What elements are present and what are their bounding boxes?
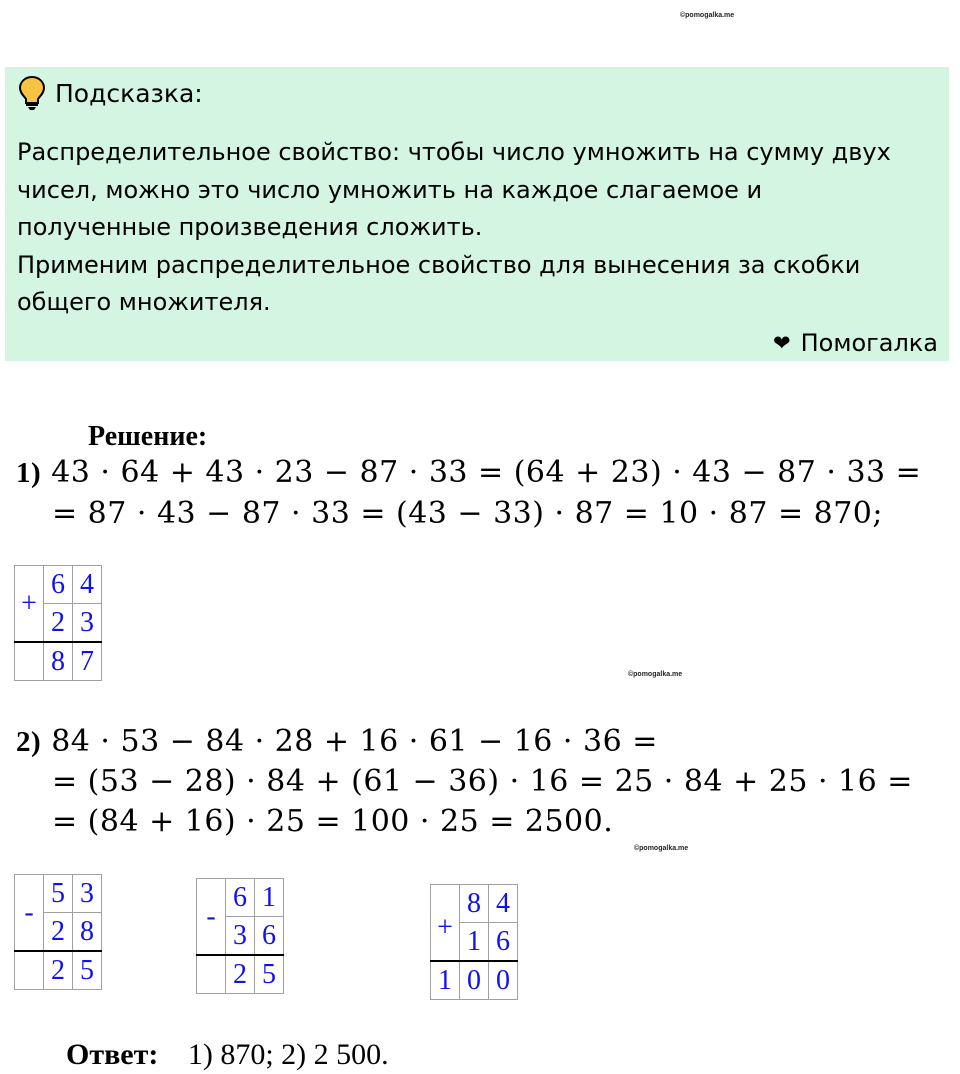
digit: 0 — [460, 961, 489, 1000]
digit: 4 — [489, 885, 518, 923]
digit: 6 — [44, 566, 73, 604]
hint-line: Распределительное свойство: чтобы число умножить на сумму двух — [17, 138, 891, 166]
digit: 8 — [44, 642, 73, 681]
minus-sign: - — [197, 879, 226, 956]
digit: 5 — [255, 955, 284, 994]
part1-line1 — [16, 455, 921, 490]
brand-label — [773, 326, 938, 360]
watermark-middle: ©pomogalka.me — [628, 671, 683, 678]
part2-expr-2: = (53 − 28) · 84 + (61 − 36) · 16 = 25 · 84 + 25 · 16 = — [52, 764, 913, 799]
digit: 4 — [73, 566, 102, 604]
digit: 1 — [460, 923, 489, 962]
column-calc-1 — [14, 565, 102, 681]
part2-expr-1: 84 · 53 − 84 · 28 + 16 · 61 − 16 · 36 = — [51, 724, 658, 759]
digit: 5 — [73, 951, 102, 990]
hint-line: чисел, можно это число умножить на каждое слагаемое и — [17, 175, 763, 204]
part1-label: 1) — [16, 457, 42, 489]
digit: 2 — [44, 913, 73, 952]
column-calc-3 — [196, 878, 284, 994]
column-calc-4 — [430, 884, 518, 1000]
answer-label: Ответ: — [66, 1038, 159, 1071]
minus-sign: - — [15, 875, 44, 952]
brand-text: Помогалка — [800, 329, 938, 357]
digit: 0 — [489, 961, 518, 1000]
watermark-lower: ©pomogalka.me — [634, 845, 689, 852]
hint-body — [17, 134, 937, 322]
digit: 1 — [431, 961, 460, 1000]
lightbulb-icon — [17, 75, 47, 111]
part2-line2 — [52, 764, 913, 799]
digit: 2 — [44, 604, 73, 643]
empty-cell — [197, 955, 226, 994]
digit: 6 — [489, 923, 518, 962]
digit: 8 — [73, 913, 102, 952]
digit: 7 — [73, 642, 102, 681]
digit: 2 — [226, 955, 255, 994]
column-calc-2 — [14, 874, 102, 990]
digit: 6 — [255, 917, 284, 956]
part1-expr-1: 43 · 64 + 43 · 23 − 87 · 33 = (64 + 23) · 43 − 87 · 33 = — [51, 455, 922, 490]
plus-sign: + — [431, 923, 460, 962]
part2-expr-3: = (84 + 16) · 25 = 100 · 25 = 2500. — [52, 804, 614, 839]
digit: 1 — [255, 879, 284, 917]
hint-title — [17, 76, 203, 110]
digit: 3 — [73, 875, 102, 913]
digit: 3 — [73, 604, 102, 643]
part2-line1 — [16, 724, 658, 759]
watermark-top: ©pomogalka.me — [680, 12, 735, 19]
part1-line2 — [52, 496, 883, 531]
digit: 6 — [226, 879, 255, 917]
digit: 8 — [460, 885, 489, 923]
digit: 2 — [44, 951, 73, 990]
empty-cell — [15, 951, 44, 990]
hint-line: Применим распределительное свойство для вынесения за скобки — [17, 250, 861, 279]
empty-cell — [15, 642, 44, 681]
digit: 5 — [44, 875, 73, 913]
hint-line: общего множителя. — [17, 288, 271, 316]
answer-text: 1) 870; 2) 2 500. — [187, 1038, 389, 1071]
digit: 3 — [226, 917, 255, 956]
hint-line: полученные произведения сложить. — [17, 213, 483, 241]
solution-title: Решение: — [88, 421, 208, 452]
part1-expr-2: = 87 · 43 − 87 · 33 = (43 − 33) · 87 = 10 · 87 = 870; — [52, 496, 883, 531]
answer — [66, 1038, 389, 1072]
heart-icon: ❤ — [773, 331, 791, 355]
part2-line3 — [52, 804, 613, 839]
part2-label: 2) — [16, 726, 42, 758]
plus-sign: + — [15, 566, 44, 643]
hint-title-text: Подсказка: — [55, 78, 203, 108]
